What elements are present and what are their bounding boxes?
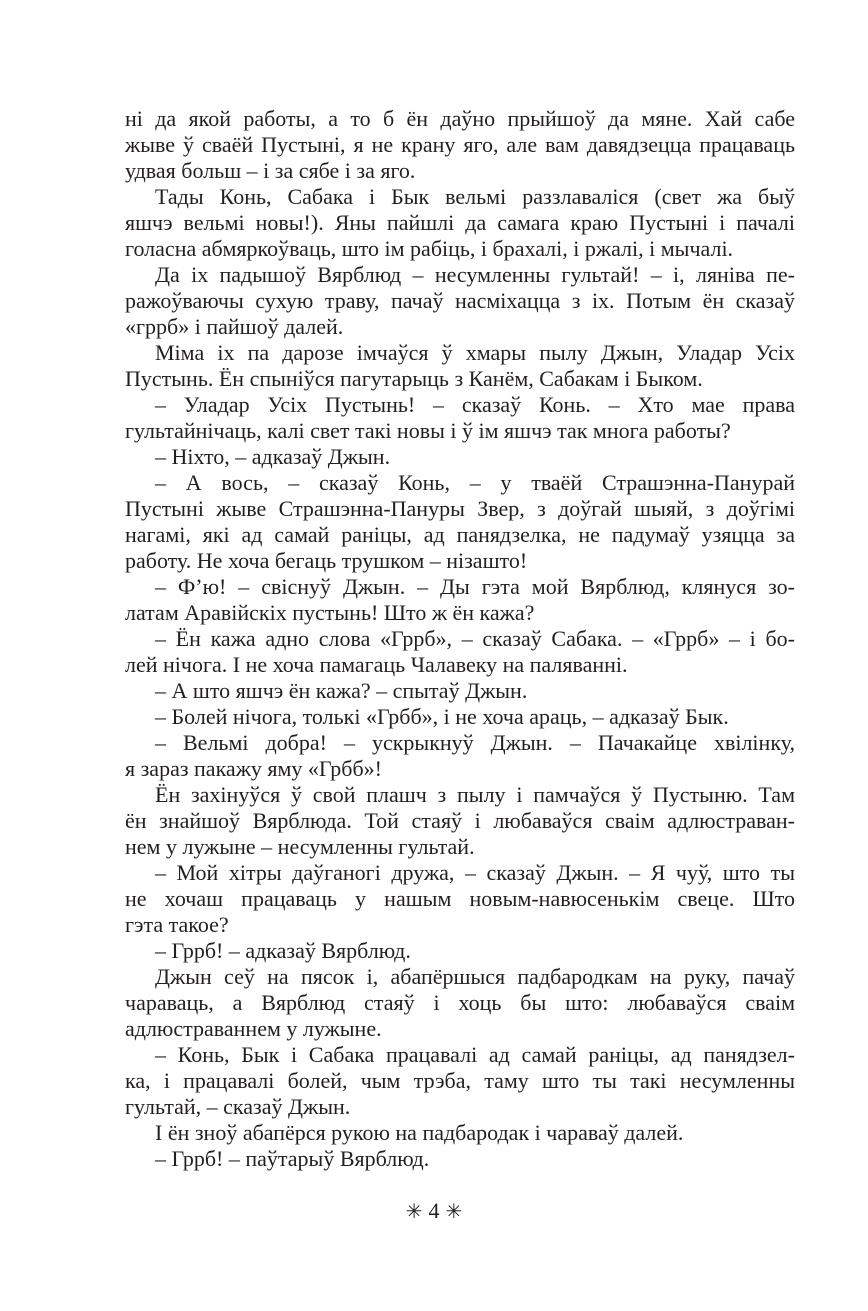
paragraph (125, 106, 795, 184)
text-line: ражоўваючы сухую траву, пачаў насміхацца з іх. Потым ён сказаў (125, 288, 795, 313)
body-text (125, 106, 795, 1172)
text-line: «гррб» і пайшоў далей. (125, 314, 344, 339)
paragraph (125, 1042, 795, 1120)
text-line: нем у лужыне – несумленны гультай. (125, 834, 475, 859)
text-line: – Болей нічога, толькі «Грбб», і не хоча араць, – адказаў Бык. (155, 704, 729, 729)
paragraph (125, 938, 795, 964)
text-line: чараваць, а Вярблюд стаяў і хоць бы што: любаваўся сваім (125, 990, 795, 1015)
text-line: – Уладар Усіх Пустынь! – сказаў Конь. – Хто мае права (155, 392, 795, 417)
text-line: Джын сеў на пясок і, абапёршыся падбародкам на руку, пачаў (155, 964, 795, 989)
page-footer (0, 1198, 868, 1224)
text-line: гультай, – сказаў Джын. (125, 1094, 351, 1119)
ornament-left-icon: ✳ (405, 1199, 423, 1223)
text-line: латам Аравійскіх пустынь! Што ж ён кажа? (125, 600, 535, 625)
text-line: Ён захінуўся ў свой плашч з пылу і памчаўся ў Пустыню. Там (155, 782, 795, 807)
paragraph (125, 704, 795, 730)
text-line: лей нічога. І не хоча памагаць Чалавеку на паляванні. (125, 652, 628, 677)
text-line: ён знайшоў Вярблюда. Той стаяў і любаваўся сваім адлюстраван- (125, 808, 795, 833)
paragraph (125, 730, 795, 782)
text-line: Пустынь. Ён спыніўся пагутарыць з Канём, Сабакам і Быком. (125, 366, 703, 391)
text-line: – Ніхто, – адказаў Джын. (155, 444, 391, 469)
text-line: гэта такое? (125, 912, 229, 937)
paragraph (125, 626, 795, 678)
paragraph (125, 470, 795, 574)
paragraph (125, 444, 795, 470)
ornament-right-icon: ✳ (445, 1199, 463, 1223)
text-line: адлюстраваннем у лужыне. (125, 1016, 382, 1041)
paragraph (125, 574, 795, 626)
text-line: удвая больш – і за сябе і за яго. (125, 158, 416, 183)
text-line: – Ён кажа адно слова «Гррб», – сказаў Сабака. – «Гррб» – і бо- (155, 626, 795, 651)
paragraph (125, 860, 795, 938)
text-line: – Вельмі добра! – ускрыкнуў Джын. – Пачакайце хвілінку, (155, 730, 795, 755)
text-line: Міма іх па дарозе імчаўся ў хмары пылу Джын, Уладар Усіх (155, 340, 795, 365)
paragraph (125, 678, 795, 704)
paragraph (125, 1120, 795, 1146)
page-number: 4 (428, 1198, 440, 1223)
paragraph (125, 782, 795, 860)
text-line: – Гррб! – паўтарыў Вярблюд. (155, 1146, 430, 1171)
paragraph (125, 1146, 795, 1172)
text-line: Тады Конь, Сабака і Бык вельмі раззлаваліся (свет жа быў (155, 184, 795, 209)
text-line: Пустыні жыве Страшэнна-Пануры Звер, з доўгай шыяй, з доўгімі (125, 496, 795, 521)
text-line: ка, і працавалі болей, чым трэба, таму што ты такі несумленны (125, 1068, 795, 1093)
text-line: Да іх падышоў Вярблюд – несумленны гультай! – і, ляніва пе- (155, 262, 795, 287)
text-line: работу. Не хоча бегаць трушком – нізашто! (125, 548, 528, 573)
text-line: нагамі, які ад самай раніцы, ад панядзелка, не падумаў узяцца за (125, 522, 795, 547)
paragraph (125, 184, 795, 262)
paragraph (125, 262, 795, 340)
text-line: – Гррб! – адказаў Вярблюд. (155, 938, 411, 963)
text-line: ні да якой работы, а то б ён даўно прыйшоў да мяне. Хай сабе (125, 106, 795, 131)
text-line: – Ф’ю! – свіснуў Джын. – Ды гэта мой Вярблюд, клянуся зо- (155, 574, 795, 599)
text-line: І ён зноў абапёрся рукою на падбародак і чараваў далей. (155, 1120, 684, 1145)
text-line: – Конь, Бык і Сабака працавалі ад самай раніцы, ад панядзел- (155, 1042, 795, 1067)
paragraph (125, 392, 795, 444)
text-line: гультайнічаць, калі свет такі новы і ў ім яшчэ так многа работы? (125, 418, 731, 443)
text-line: – А што яшчэ ён кажа? – спытаў Джын. (155, 678, 528, 703)
text-line: я зараз пакажу яму «Грбб»! (125, 756, 382, 781)
text-line: не хочаш працаваць у нашым новым-навюсенькім свеце. Што (125, 886, 795, 911)
text-line: – Мой хітры даўганогі дружа, – сказаў Джын. – Я чуў, што ты (155, 860, 795, 885)
text-line: – А вось, – сказаў Конь, – у тваёй Страшэнна-Панурай (155, 470, 795, 495)
text-line: голасна абмяркоўваць, што ім рабіць, і брахалі, і ржалі, і мычалі. (125, 236, 734, 261)
paragraph (125, 964, 795, 1042)
text-line: жыве ў сваёй Пустыні, я не крану яго, але вам давядзецца працаваць (125, 132, 795, 157)
text-line: яшчэ вельмі новы!). Яны пайшлі да самага краю Пустыні і пачалі (125, 210, 795, 235)
paragraph (125, 340, 795, 392)
